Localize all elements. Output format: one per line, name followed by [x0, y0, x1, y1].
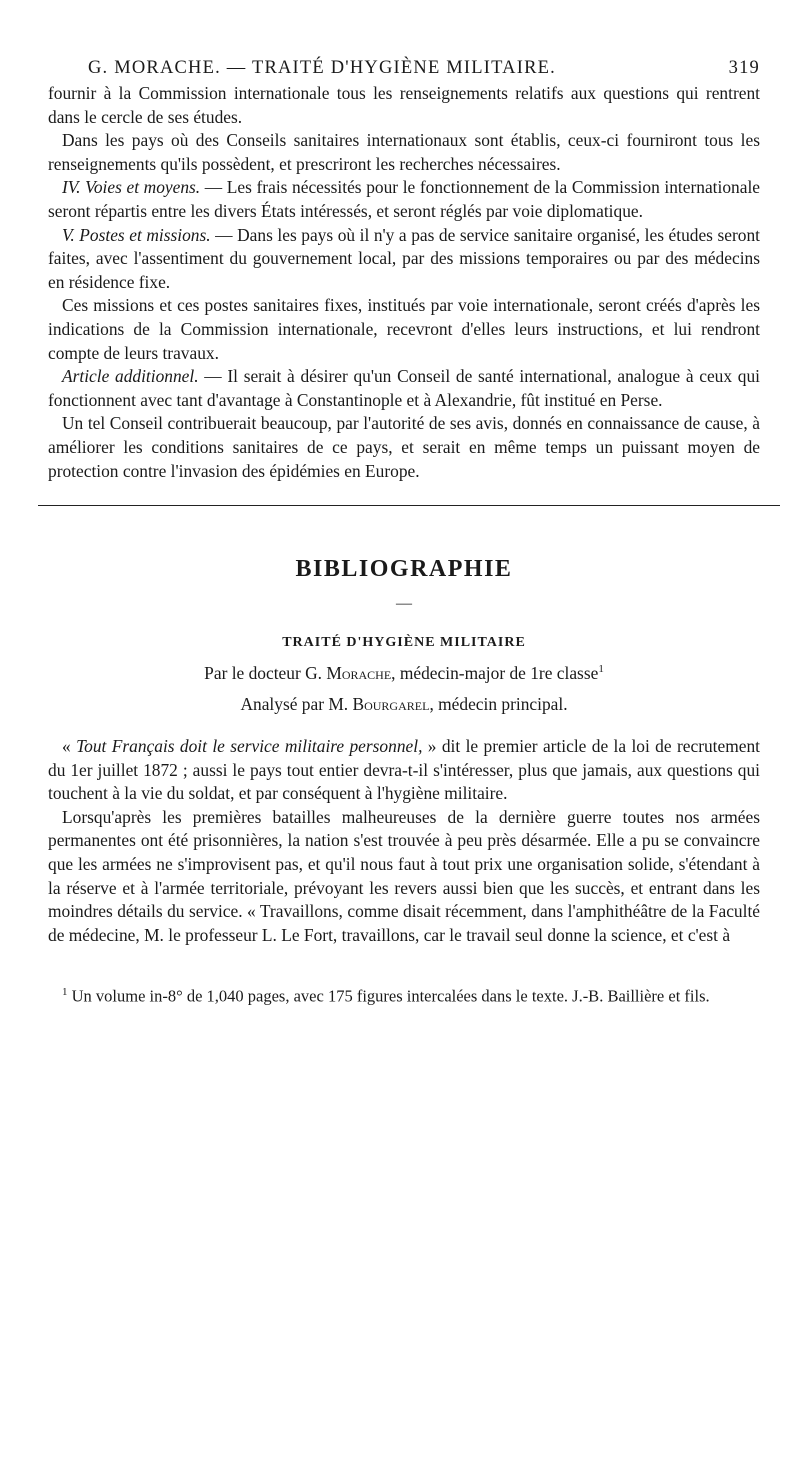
paragraph: Ces missions et ces postes sanitaires fixes, institués par voie internationale, seront créés d'après les indications de la Commission internationale, recevront d'elles leurs instructions, et lui rendront compte de leurs travaux.	[48, 295, 760, 363]
page	[48, 50, 760, 1008]
paragraph: Lorsqu'après les premières batailles malheureuses de la dernière guerre toutes nos armées permanentes ont été prisonnières, la nation s'est trouvée à peu près désarmée. Elle a pu se convaincre que les armées ne s'improvisent pas, et qu'il nous faut à tout prix une organisation solide, s'étendant à la réserve et à l'armée territoriale, prévoyant les revers aussi bien que les succès, et entrant dans les moindres détails du service. « Travaillons, comme disait récemment, dans l'amphithéâtre de la Faculté de médecine, M. le professeur L. Le Fort, travaillons, car le travail seul donne la science, et c'est à	[48, 806, 760, 945]
footnote-number: 1	[62, 986, 68, 999]
author-name: Morache	[326, 663, 392, 684]
section-label: IV. Voies et moyens.	[62, 177, 201, 198]
bibliography-heading: BIBLIOGRAPHIE	[295, 556, 513, 583]
paragraph: Dans les pays où des Conseils sanitaires internationaux sont établis, ceux-ci fourniront tous les renseignements qu'ils possèdent, et prescriront les recherches nécessaires.	[48, 130, 760, 174]
paragraph: Un tel Conseil contribuerait beaucoup, par l'autorité de ses avis, donnés en connaissance de cause, à améliorer les conditions sanitaires de ce pays, et serait en même temps un puissant moyen de protection contre l'invasion des épidémies en Europe.	[48, 413, 760, 481]
section-label: V. Postes et missions.	[62, 224, 211, 245]
paragraph-text: — Il serait à désirer qu'un Conseil de santé international, analogue à ceux qui fonctionnent avec tant d'avantage à Constantinople et à Alexandrie, fût institué en Perse.	[48, 366, 760, 410]
footnote-text: Un volume in-8° de 1,040 pages, avec 175 figures intercalées dans le texte. J.-B. Baillière et fils.	[71, 986, 710, 1006]
author-line: Par le docteur G. Morache, médecin-major de 1re classe$^1$	[204, 663, 604, 684]
paragraph	[48, 176, 760, 223]
section-label: Article additionnel.	[62, 366, 199, 387]
paragraph: fournir à la Commission internationale tous les renseignements relatifs aux questions qui rentrent dans le cercle de ses études.	[48, 83, 760, 127]
review-text	[48, 735, 760, 947]
reviewer-name: Bourgarel	[352, 694, 430, 715]
paragraph: « Tout Français doit le service militaire personnel, » dit le premier article de la loi de recrutement du 1er juillet 1872 ; aussi le pays tout entier devra-t-il s'intéresser, plus que jamais, aux questions qui touchent à la vie du soldat, et par conséquent à l'hygiène militaire.	[48, 736, 761, 804]
paragraph-text: — Les frais nécessités pour le fonctionnement de la Commission internationale seront répartis entre les divers États intéressés, et seront réglés par voie diplomatique.	[48, 177, 761, 221]
paragraph-text: — Dans les pays où il n'y a pas de service sanitaire organisé, les études seront faites, avec l'assentiment du gouvernement local, par des missions temporaires ou par des médecins en résidence fixe.	[48, 224, 760, 292]
section-divider	[38, 505, 780, 506]
body-text	[48, 82, 760, 483]
book-title: TRAITÉ D'HYGIÈNE MILITAIRE	[282, 635, 526, 651]
heading-dash: —	[396, 595, 412, 613]
running-title: G. MORACHE. — TRAITÉ D'HYGIÈNE MILITAIRE.	[88, 58, 556, 78]
running-head	[48, 50, 760, 82]
footnote	[48, 981, 760, 1008]
reviewer-line: Analysé par M. Bourgarel, médecin principal.	[240, 694, 568, 715]
footnote-marker: 1	[598, 663, 604, 676]
paragraph	[48, 365, 760, 412]
quotation: Tout Français doit le service militaire personnel,	[76, 736, 423, 757]
page-number: 319	[728, 58, 760, 78]
paragraph	[48, 224, 760, 295]
